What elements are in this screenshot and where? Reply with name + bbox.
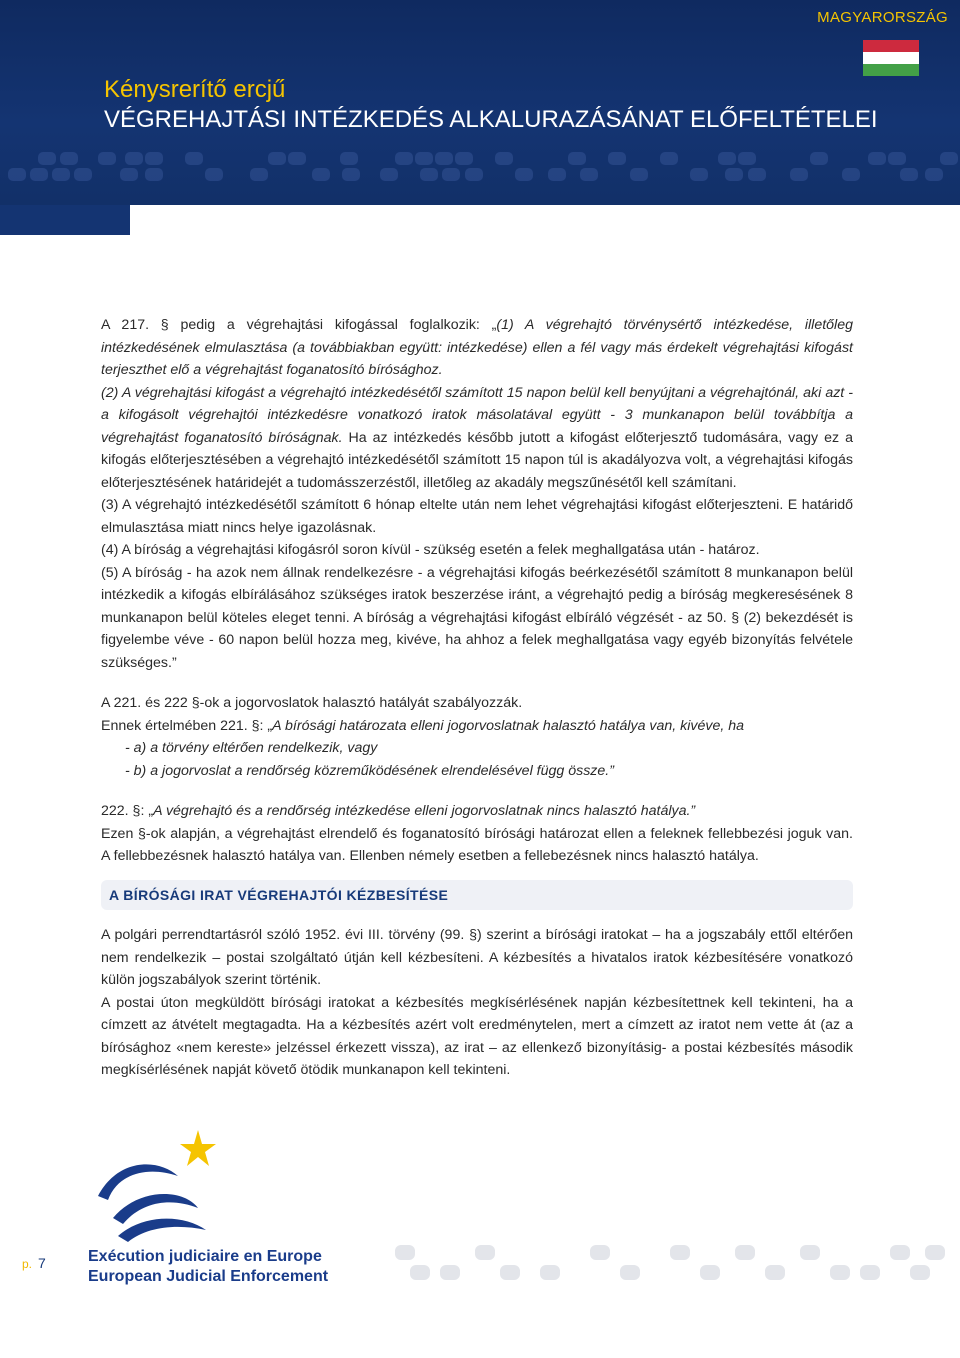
text-span-italic: (2) A végrehajtási kifogást a végrehajtó intézkedésétől számított 15 napon belül kell benyújtani a végrehajtónál, aki azt - a kifogásolt végrehajtói intézkedésre vonatkozó iratok másolatával együtt - 3 munkanapon belül továbbítja a végrehajtást foganatosító bíróságnak. bbox=[101, 384, 853, 446]
header-banner bbox=[0, 0, 960, 205]
paragraph-2 bbox=[101, 382, 853, 495]
paragraph-delivery: A polgári perrendtartásról szóló 1952. évi III. törvény (99. §) szerint a bírósági iratokat – ha a jogszabály ettől eltérően nem rendelkezik – postai szolgáltató útján kell kézbesíteni. A kézbesítés a hivatalos iratok kézbesítésére vonatkozó külön jogszabályok szerint történik. bbox=[101, 927, 853, 988]
paragraph-222 bbox=[101, 800, 853, 823]
paragraph-217 bbox=[101, 314, 853, 382]
footer-title-en: European Judicial Enforcement bbox=[88, 1268, 329, 1285]
paragraph-5 bbox=[101, 562, 853, 675]
text-span-italic: A bírósági határozata elleni jogorvoslatnak halasztó hatálya van, kivéve, ha bbox=[272, 717, 745, 734]
text-span: A bíróság a végrehajtási kifogást elbíráló végzését - az 50. § (2) bekezdését is figyelembe véve - 60 napon belül hozza meg, kivéve, ha ahhoz a felek meghallgatása vagy egyéb bizonyítás felvétele szükséges.” bbox=[101, 609, 854, 671]
page-number bbox=[22, 1255, 46, 1271]
paragraph-221-222: A 221. és 222 §-ok a jogorvoslatok halasztó hatályát szabályozzák. bbox=[101, 695, 523, 711]
paragraph-221-meaning bbox=[101, 715, 853, 738]
page-title: VÉGREHAJTÁSI INTÉZKEDÉS ALKALURAZÁSÁNAT ELŐFELTÉTELEI bbox=[104, 106, 878, 133]
paragraph-4: (4) A bíróság a végrehajtási kifogásról soron kívül - szükség esetén a felek meghallgatása után - határoz. bbox=[101, 542, 760, 558]
text-span: 222. §: „ bbox=[101, 803, 154, 819]
european-judicial-logo-icon bbox=[88, 1118, 228, 1248]
header-dot-pattern bbox=[0, 148, 960, 188]
text-span-italic: A végrehajtó és a rendőrség intézkedése elleni jogorvoslatnak nincs halasztó hatálya.” bbox=[153, 803, 696, 819]
text-span: Ennek értelmében 221. §: „ bbox=[101, 717, 273, 734]
text-span: A 217. § pedig a végrehajtási kifogással foglalkozik: „ bbox=[101, 317, 497, 333]
footer-dot-pattern bbox=[390, 1243, 950, 1288]
paragraph-appeal: Ezen §-ok alapján, a végrehajtást elrendelő és foganatosító bírósági határozat ellen a feleknek fellebbezési joguk van. A fellebbezésnek halasztó hatálya van. Ellenben némely esetben a fellebezésnek nincs halasztó hatálya. bbox=[101, 825, 853, 864]
list-item: - b) a jogorvoslat a rendőrség közreműködésének elrendelésével függ össze.” bbox=[125, 762, 614, 779]
text-span: Ha az intézkedés később jutott a kifogást előterjesztő tudomására, vagy ez a kifogás előterjesztésében a végrehajtó intézkedésétől számított 15 napon túl is akadályozva volt, a végrehajtási kifogás előterjesztésének határidejét a tudomásszerzéstől, illetőleg az akadály megszűnésétől kell számítani. bbox=[101, 429, 853, 491]
header-tab bbox=[0, 205, 130, 235]
list-item: - a) a törvény eltérően rendelkezik, vagy bbox=[125, 740, 378, 756]
section-heading: A BÍRÓSÁGI IRAT VÉGREHAJTÓI KÉZBESÍTÉSE bbox=[101, 880, 853, 911]
footer-title-fr: Exécution judiciaire en Europe bbox=[88, 1248, 322, 1265]
text-span: (5) A bíróság - ha azok nem állnak rendelkezésre - a végrehajtási kifogás beérkezésétől számított 8 munkanapon belül intézkedik a kifogás elbírálásához szükséges iratok beszerzése iránt, a végrehajtó pedig a bíróság megkeresésének 8 munkanapon belül köteles eleget tenni. bbox=[101, 564, 853, 626]
page-number-value: 7 bbox=[38, 1255, 46, 1271]
paragraph-postal: A postai úton megküldött bírósági iratokat a kézbesítés megkísérlésének napján kézbesítettnek kell tekinteni, ha a címzett az átvételt megtagadta. Ha a kézbesítés azért volt eredménytelen, mert a címzett az iratot nem vette át (az a bírósághoz «nem kereste» jelzéssel érkezett vissza), az irat – az ellenkező bizonyításig- a postai kézbesítés második megkísérlésének napját követő ötödik munkanapon kell tekinteni. bbox=[101, 994, 853, 1078]
page-prefix: p. bbox=[22, 1257, 33, 1271]
page-subtitle: Kénysrerítő ercjű bbox=[104, 76, 286, 103]
hungary-flag-icon bbox=[863, 40, 919, 76]
document-body bbox=[101, 314, 853, 1082]
country-label: MAGYARORSZÁG bbox=[817, 9, 948, 26]
text-span-italic: (1) A végrehajtó törvénysértő intézkedése, illetőleg intézkedésének elmulasztása (a továbbiakban együtt: intézkedése) ellen a fél vagy más érdekelt végrehajtási kifogást terjeszthet elő a végrehajtást foganatosító bírósághoz. bbox=[101, 317, 853, 378]
paragraph-3: (3) A végrehajtó intézkedésétől számított 6 hónap eltelte után nem lehet végrehajtási kifogást előterjeszteni. E határidő elmulasztása miatt nincs helye igazolásnak. bbox=[101, 497, 853, 536]
